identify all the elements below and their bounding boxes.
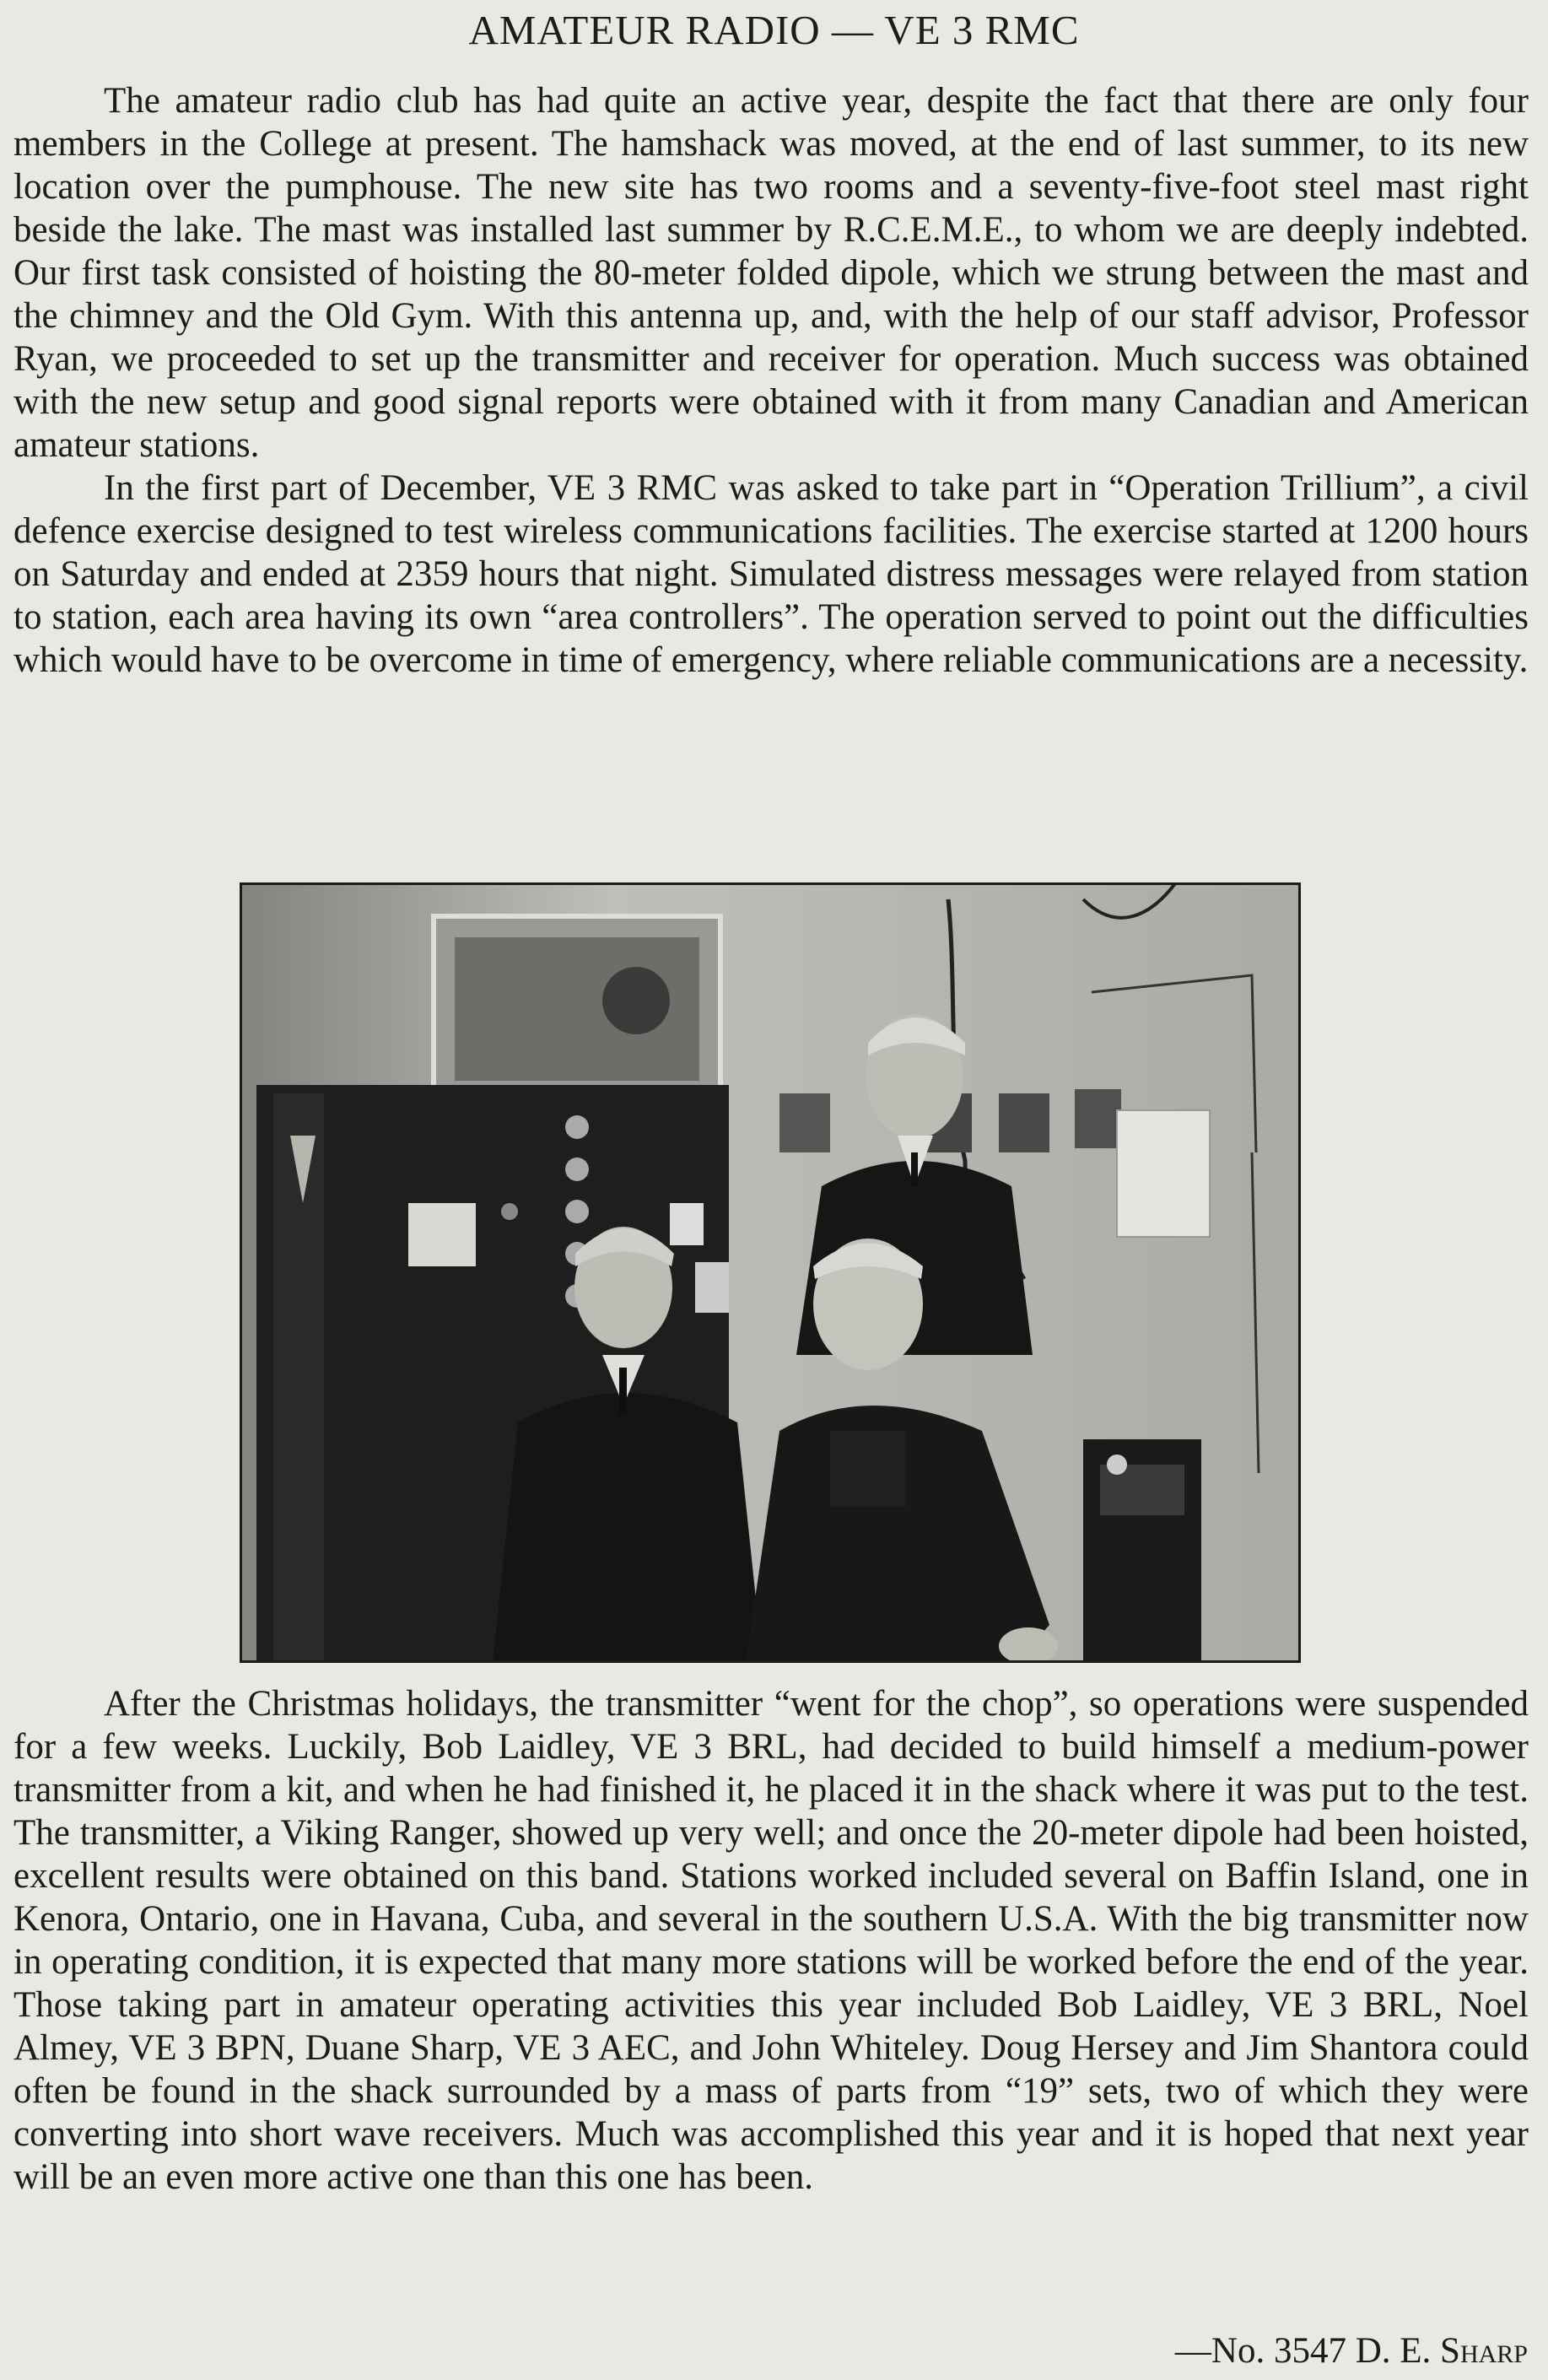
signature-surname: Sharp xyxy=(1440,2331,1528,2371)
signature xyxy=(1175,2329,1528,2372)
paragraph-operation-trillium: In the first part of December, VE 3 RMC was asked to take part in “Operation Trillium”, a civil defence exercise designed to test wireless communications facilities. The exercise started at 1200 hours on Saturday and ended at 2359 hours that night. Simulated distress messages were relayed from station to station, each area having its own “area controllers”. The operation served to point out the difficulties which would have to be overcome in time of emergency, where reliable communications are a necessity. xyxy=(13,468,1529,680)
article-body-bottom xyxy=(13,1682,1529,2199)
radio-shack-photo xyxy=(240,882,1301,1663)
paragraph-club-year: The amateur radio club has had quite an active year, despite the fact that there are only four members in the College at present. The hamshack was moved, at the end of last summer, to its new location over the pumphouse. The new site has two rooms and a seventy-five-foot steel mast right beside the lake. The mast was installed last summer by R.C.E.M.E., to whom we are deeply indebted. Our first task consisted of hoisting the 80-meter folded dipole, which we strung between the mast and the chimney and the Old Gym. With this antenna up, and, with the help of our staff advisor, Professor Ryan, we proceeded to set up the transmitter and receiver for operation. Much success was obtained with the new setup and good signal reports were obtained with it from many Canadian and American amateur stations. xyxy=(13,81,1529,465)
paragraph-transmitter: After the Christmas holidays, the transmitter “went for the chop”, so operations were suspended for a few weeks. Luckily, Bob Laidley, VE 3 BRL, had decided to build himself a medium-power transmitter from a kit, and when he had finished it, he placed it in the shack where it was put to the test. The transmitter, a Viking Ranger, showed up very well; and once the 20-meter dipole had been hoisted, excellent results were obtained on this band. Stations worked included several on Baffin Island, one in Kenora, Ontario, one in Havana, Cuba, and several in the southern U.S.A. With the big transmitter now in operating condition, it is expected that many more stations will be worked before the end of the year. Those taking part in amateur operating activities this year included Bob Laidley, VE 3 BRL, Noel Almey, VE 3 BPN, Duane Sharp, VE 3 AEC, and John Whiteley. Doug Hersey and Jim Shantora could often be found in the shack surrounded by a mass of parts from “19” sets, two of which they were converting into short wave receivers. Much was accomplished this year and it is hoped that next year will be an even more active one than this one has been. xyxy=(13,1684,1529,2197)
signature-prefix: —No. 3547 D. E. xyxy=(1174,2331,1441,2371)
article-title: AMATEUR RADIO — VE 3 RMC xyxy=(468,7,1080,53)
article-body-top xyxy=(13,79,1529,682)
